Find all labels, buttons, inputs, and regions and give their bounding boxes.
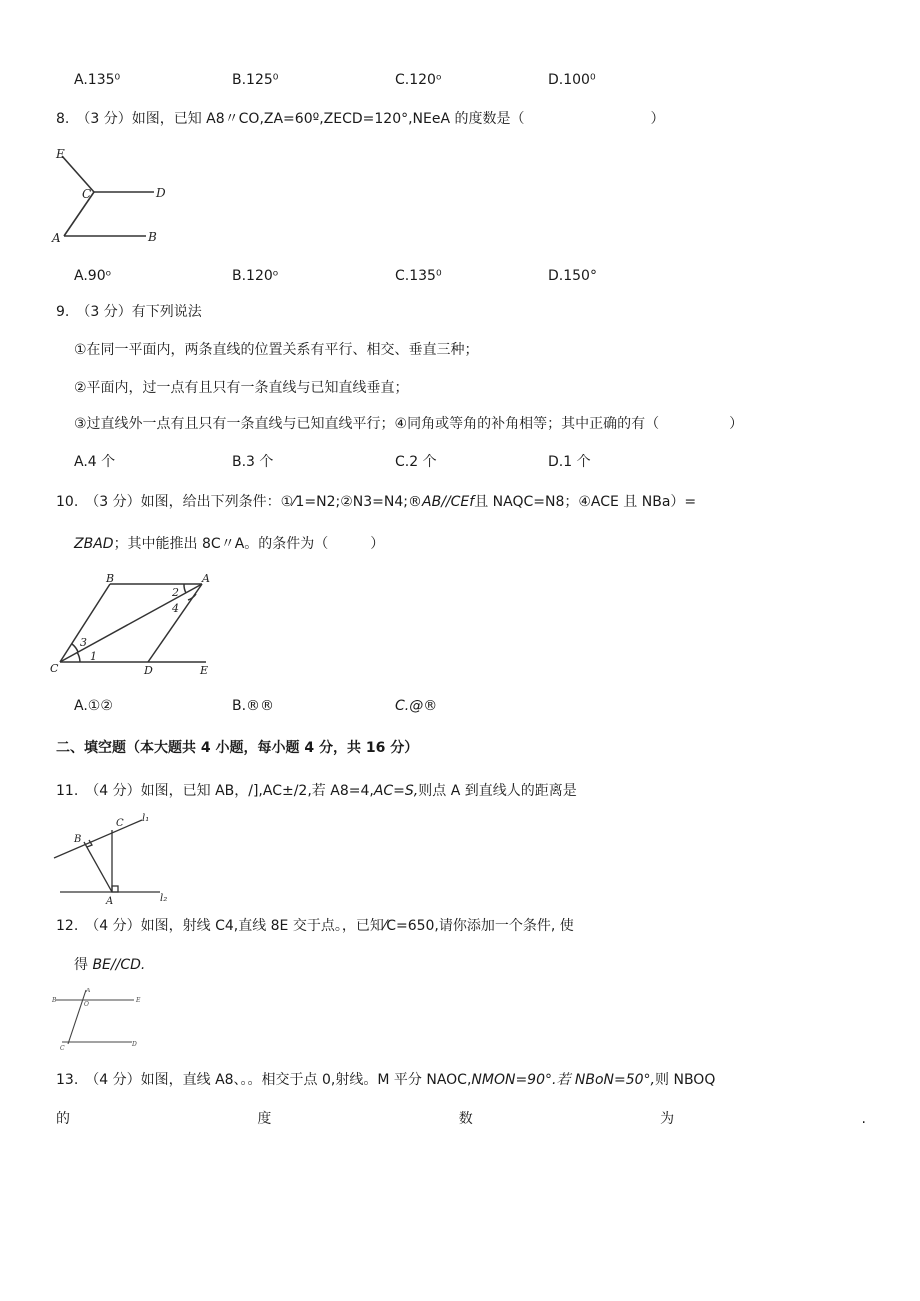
q10-line2-part-b: ；其中能推出 8C〃A。的条件为（ ） — [113, 536, 385, 552]
q10-angle-2: 2 — [172, 586, 179, 599]
q13-stem-part-c: 则 NBOQ — [655, 1072, 716, 1088]
q11-label-c: C — [116, 818, 124, 829]
q13-word-4: 为 — [660, 1111, 675, 1127]
q12-line2-part-b: BE//CD. — [92, 957, 146, 973]
q8-label-b: B — [148, 230, 157, 244]
q9-option-c: C.2 个 — [395, 454, 437, 470]
q8-option-c: C.135⁰ — [395, 268, 442, 284]
q13-word-1: 的 — [56, 1111, 70, 1127]
q13-stem-part-b: NMON=90°.若 NBoN=50°, — [471, 1072, 656, 1088]
q8-option-b: B.120ᵒ — [232, 268, 279, 284]
q10-angle-4: 4 — [172, 602, 179, 615]
q10-label-e: E — [200, 664, 209, 677]
q9-statement-1: ①在同一平面内，两条直线的位置关系有平行、相交、垂直三种； — [74, 342, 479, 358]
q8-option-d: D.150° — [548, 268, 597, 284]
q8-figure — [50, 146, 180, 246]
q7-option-a: A.135⁰ — [74, 72, 121, 88]
q11-label-a: A — [106, 896, 114, 907]
q10-option-a: A.①② — [74, 698, 113, 714]
q13-stem-line2 — [56, 1109, 866, 1129]
q10-stem-part-b: AB//CEf — [422, 494, 475, 510]
q12-figure — [50, 988, 150, 1052]
q13-word-3: 数 — [458, 1111, 473, 1127]
q12-label-d: D — [132, 1041, 137, 1048]
q13-stem-part-a: 13. （4 分）如图，直线 A8、。。相交于点 0,射线。M 平分 NAOC, — [56, 1072, 472, 1088]
q10-angle-1: 1 — [90, 650, 97, 663]
q12-label-a: A — [86, 988, 91, 994]
q10-option-c: C.@® — [395, 698, 438, 714]
q9-statement-3: ③过直线外一点有且只有一条直线与已知直线平行；④同角或等角的补角相等；其中正确的有（ ） — [74, 416, 744, 432]
q10-label-d: D — [144, 664, 153, 677]
q10-angle-3: 3 — [80, 636, 87, 649]
q10-option-b: B.®® — [232, 698, 275, 714]
q10-label-a: A — [202, 572, 210, 585]
q9-option-b: B.3 个 — [232, 454, 274, 470]
q8-label-a: A — [52, 231, 61, 245]
q7-option-b: B.125⁰ — [232, 72, 279, 88]
q12-stem: 12. （4 分）如图，射线 C4,直线 8E 交于点。，已知⁄C=650,请你添加一个条件, 使 — [56, 918, 574, 934]
q12-line2-part-a: 得 — [74, 957, 93, 973]
q10-stem-part-a: 10. （3 分）如图，给出下列条件：①⁄1=N2;②N3=N4;® — [56, 494, 423, 510]
q12-label-c: C — [60, 1045, 65, 1052]
q13-stem — [56, 1070, 715, 1090]
q11-figure — [50, 812, 180, 907]
q10-stem-part-c: 且 NAQC=N8；④ACE 且 NBa）= — [474, 494, 697, 510]
q11-stem — [56, 781, 577, 801]
q8-label-c: C — [82, 187, 92, 201]
q10-label-b: B — [106, 572, 115, 585]
section-2-heading: 二、填空题（本大题共 4 小题，每小题 4 分，共 16 分） — [56, 740, 419, 756]
q9-statement-2: ②平面内，过一点有且只有一条直线与已知直线垂直； — [74, 380, 409, 396]
q11-stem-part-c: 则点 A 到直线人的距离是 — [418, 783, 577, 799]
q8-label-e: E — [56, 147, 65, 161]
q12-label-b: B — [52, 997, 57, 1004]
q11-stem-part-b: AC=S, — [373, 783, 419, 799]
q12-label-e: E — [136, 997, 141, 1004]
q9-option-d: D.1 个 — [548, 454, 591, 470]
q8-label-d: D — [156, 186, 166, 200]
q11-stem-part-a: 11. （4 分）如图，已知 AB，/],AC±/2,若 A8=4, — [56, 783, 374, 799]
q9-option-a: A.4 个 — [74, 454, 116, 470]
q10-stem — [56, 492, 696, 512]
q13-word-2: 度 — [257, 1111, 272, 1127]
q10-stem-line2 — [74, 534, 384, 554]
q9-stem: 9. （3 分）有下列说法 — [56, 304, 202, 320]
q8-option-a: A.90ᵒ — [74, 268, 112, 284]
q12-stem-line2 — [74, 955, 145, 975]
q7-option-d: D.100⁰ — [548, 72, 596, 88]
q8-stem: 8. （3 分）如图，已知 A8〃CO,ZA=60º,ZECD=120°,NEeA 的度数是（ ） — [56, 111, 665, 127]
q10-line2-part-a: ZBAD — [74, 536, 114, 552]
q11-label-b: B — [74, 834, 82, 845]
q10-label-c: C — [50, 662, 59, 675]
q7-option-c: C.120ᵒ — [395, 72, 442, 88]
q11-label-l1: l₁ — [142, 813, 150, 824]
q11-label-l2: l₂ — [160, 893, 168, 904]
q13-period: . — [861, 1111, 866, 1127]
q10-figure — [50, 572, 220, 682]
q12-label-o: O — [84, 1001, 89, 1008]
